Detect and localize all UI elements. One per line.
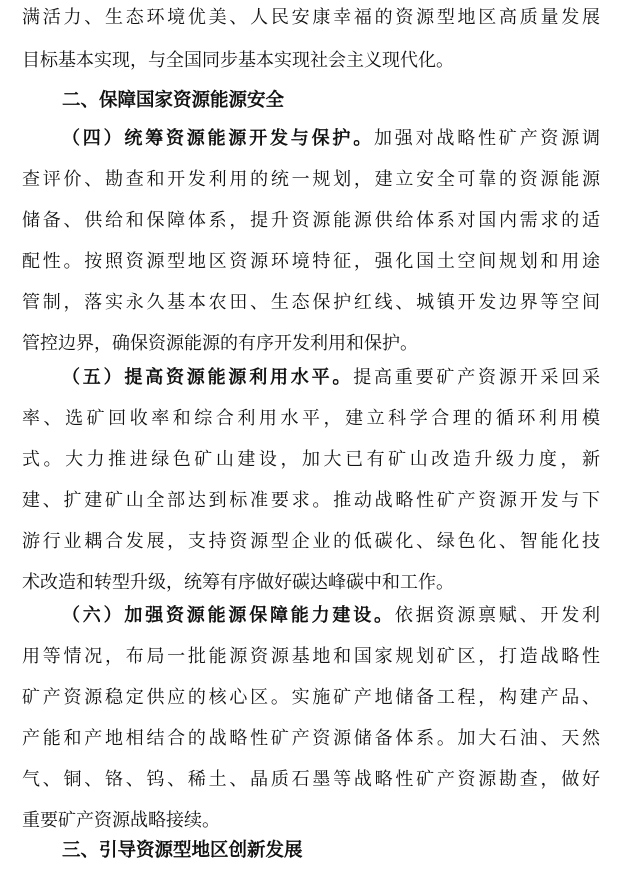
p4-line: 配性。按照资源型地区资源环境特征，强化国土空间规划和用途 [22,251,600,272]
p5-line: 式。大力推进绿色矿山建设，加大已有矿山改造升级力度，新 [22,449,600,470]
p4-lead: （四）统筹资源能源开发与保护。 [62,128,374,149]
p4-line: 管控边界，确保资源能源的有序开发利用和保护。 [22,333,418,354]
p5-first: 提高重要矿产资源开采回采 [353,367,600,388]
p5-line: 率、选矿回收率和综合利用水平，建立科学合理的循环利用模 [22,408,600,429]
p6-line: 矿产资源稳定供应的核心区。实施矿产地储备工程，构建产品、 [22,687,600,708]
p5-first-line [62,363,600,393]
p5-line: 游行业耦合发展，支持资源型企业的低碳化、绿色化、智能化技 [22,531,600,552]
p6-line: 用等情况，布局一批能源资源基地和国家规划矿区，打造战略性 [22,646,600,667]
intro-line-1: 满活力、生态环境优美、人民安康幸福的资源型地区高质量发展 [22,7,600,28]
p4-line: 储备、供给和保障体系，提升资源能源供给体系对国内需求的适 [22,210,600,231]
intro-line-2: 目标基本实现，与全国同步基本实现社会主义现代化。 [22,50,454,71]
section-heading-3: 三、引导资源型地区创新发展 [62,840,303,861]
p4-line: 管制，落实永久基本农田、生态保护红线、城镇开发边界等空间 [22,292,600,313]
p6-line: 重要矿产资源战略接续。 [22,810,220,831]
p5-line: 术改造和转型升级，统筹有序做好碳达峰碳中和工作。 [22,572,454,593]
p4-line: 查评价、勘查和开发利用的统一规划，建立安全可靠的资源能源 [22,169,600,190]
p6-first-line [62,601,600,631]
p5-lead: （五）提高资源能源利用水平。 [62,367,354,388]
p5-line: 建、扩建矿山全部达到标准要求。推动战略性矿产资源开发与下 [22,490,600,511]
p6-lead: （六）加强资源能源保障能力建设。 [62,605,395,626]
section-heading-2: 二、保障国家资源能源安全 [62,90,285,111]
p4-first-line [62,124,600,154]
p6-first: 依据资源禀赋、开发利 [394,605,600,626]
p4-first: 加强对战略性矿产资源调 [374,128,600,149]
p6-line: 气、铜、铬、钨、稀土、晶质石墨等战略性矿产资源勘查，做好 [22,769,600,790]
p6-line: 产能和产地相结合的战略性矿产资源储备体系。加大石油、天然 [22,728,600,749]
